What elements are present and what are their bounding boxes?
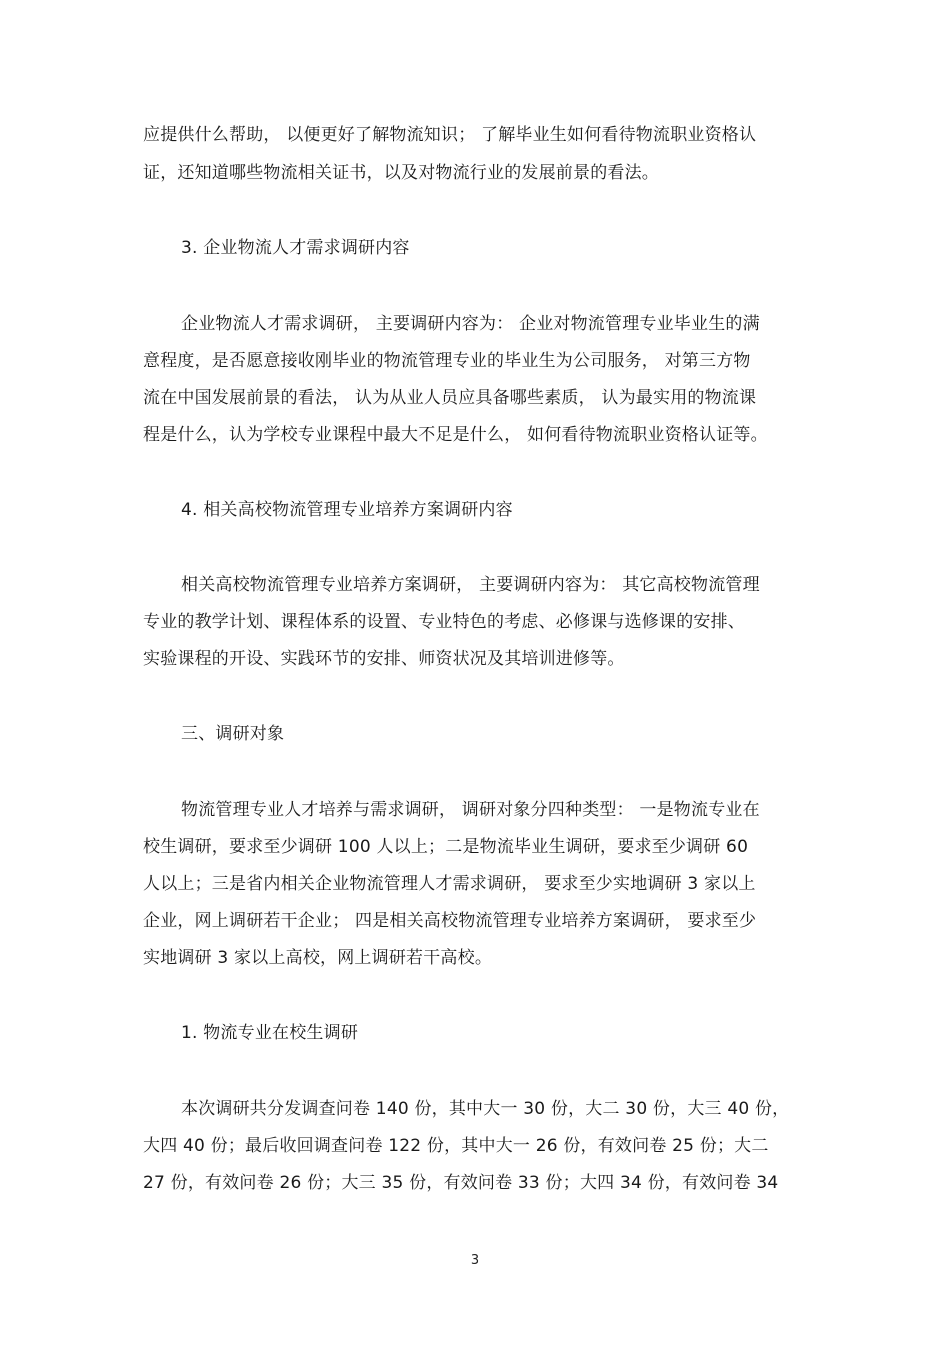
section-heading: 3. 企业物流人才需求调研内容 — [181, 238, 410, 258]
paragraph-line: 企业物流人才需求调研， 主要调研内容为： 企业对物流管理专业毕业生的满 — [181, 314, 760, 334]
paragraph-line: 27 份，有效问卷 26 份；大三 35 份，有效问卷 33 份；大四 34 份，有效问卷 34 — [143, 1173, 779, 1193]
paragraph-line: 程是什么，认为学校专业课程中最大不足是什么， 如何看待物流职业资格认证等。 — [143, 425, 768, 445]
section-heading: 4. 相关高校物流管理专业培养方案调研内容 — [181, 500, 513, 520]
paragraph-line: 校生调研，要求至少调研 100 人以上；二是物流毕业生调研，要求至少调研 60 — [143, 837, 749, 857]
paragraph-line: 人以上；三是省内相关企业物流管理人才需求调研， 要求至少实地调研 3 家以上 — [143, 874, 756, 894]
paragraph-line: 大四 40 份；最后收回调查问卷 122 份，其中大一 26 份，有效问卷 25 份；大二 — [143, 1136, 769, 1156]
paragraph-line: 应提供什么帮助， 以便更好了解物流知识； 了解毕业生如何看待物流职业资格认 — [143, 125, 757, 145]
section-heading: 1. 物流专业在校生调研 — [181, 1023, 359, 1043]
paragraph-line: 专业的教学计划、课程体系的设置、专业特色的考虑、必修课与选修课的安排、 — [143, 612, 745, 632]
paragraph-line: 实地调研 3 家以上高校，网上调研若干高校。 — [143, 948, 493, 968]
paragraph-line: 物流管理专业人才培养与需求调研， 调研对象分四种类型： 一是物流专业在 — [181, 800, 760, 820]
paragraph-line: 企业，网上调研若干企业； 四是相关高校物流管理专业培养方案调研， 要求至少 — [143, 911, 757, 931]
paragraph-line: 证，还知道哪些物流相关证书，以及对物流行业的发展前景的看法。 — [143, 163, 659, 183]
paragraph-line: 本次调研共分发调查问卷 140 份，其中大一 30 份，大二 30 份，大三 40 份， — [181, 1099, 790, 1119]
paragraph-line: 相关高校物流管理专业培养方案调研， 主要调研内容为： 其它高校物流管理 — [181, 575, 760, 595]
section-heading: 三、调研对象 — [181, 724, 285, 744]
paragraph-line: 实验课程的开设、实践环节的安排、师资状况及其培训进修等。 — [143, 649, 625, 669]
paragraph-line: 意程度，是否愿意接收刚毕业的物流管理专业的毕业生为公司服务， 对第三方物 — [143, 351, 751, 371]
paragraph-line: 流在中国发展前景的看法， 认为从业人员应具备哪些素质， 认为最实用的物流课 — [143, 388, 757, 408]
page-number: 3 — [470, 1253, 480, 1268]
